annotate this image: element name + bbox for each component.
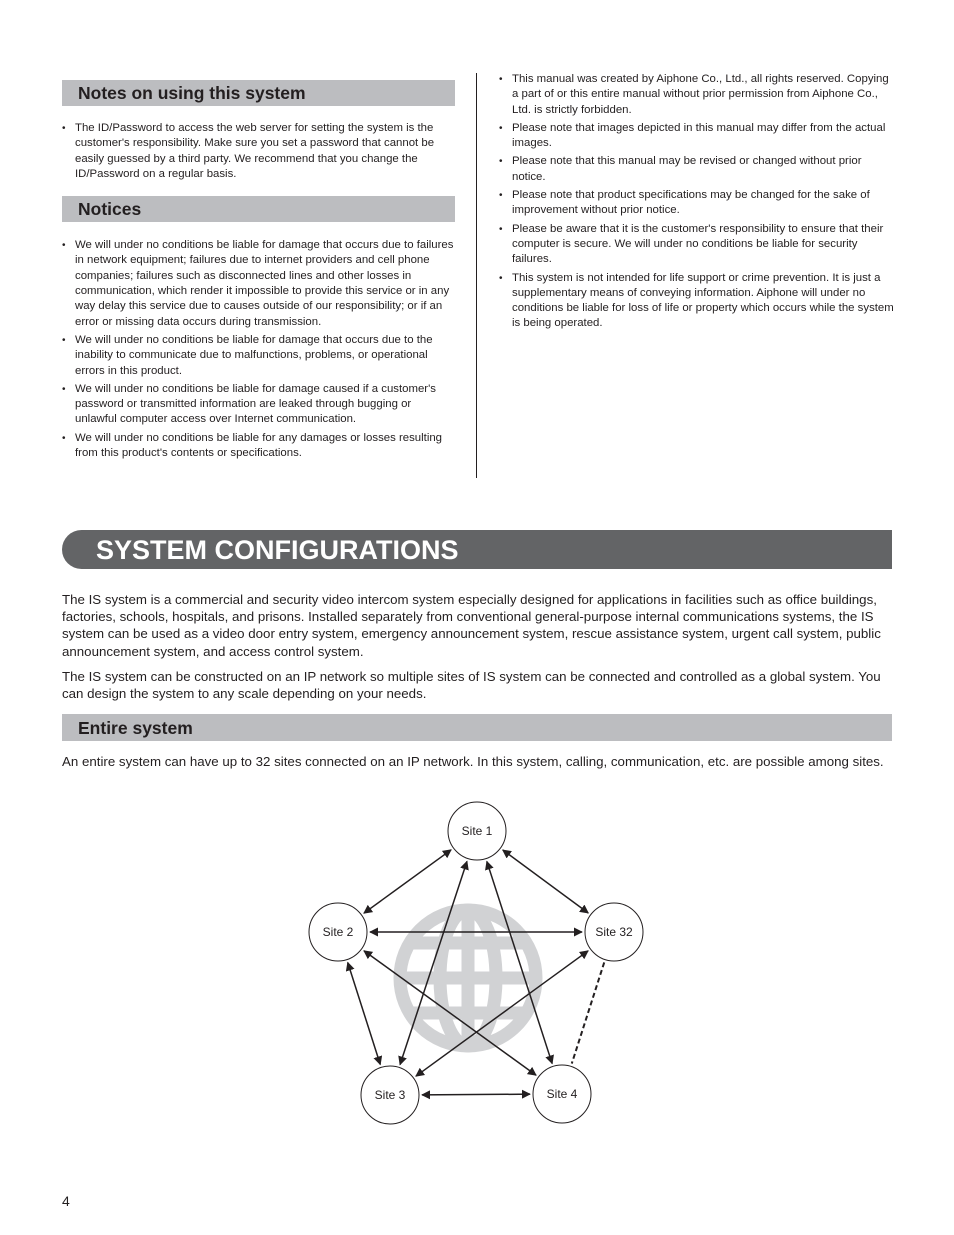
node-site2: [309, 903, 367, 961]
notices-heading: Notices: [62, 196, 455, 222]
disclaimer-item: • Please note that product specifications may be changed for the sake of improvement without prior notice.: [499, 188, 894, 219]
connection-site1-site2: [364, 850, 451, 913]
intro-paragraph-1: The IS system is a commercial and security video intercom system especially designed for applications in facilities such as office buildings, factories, schools, hospitals, and prisons. Installed separately from conventional general-purpose internal communications systems, the IS system can be used as a video door entry system, emergency announcement system, rescue assistance system, urgent call system, public announcement system, and access control system.: [62, 592, 881, 659]
intro-paragraph-2: The IS system can be constructed on an IP network so multiple sites of IS system can be connected and controlled as a global system. You can design the system to any scale depending on your needs.: [62, 669, 881, 702]
disclaimer-item: • Please be aware that it is the customer's responsibility to ensure that their computer is secure. We will under no conditions be liable for security failures.: [499, 222, 894, 268]
notices-item: • We will under no conditions be liable for any damages or losses resulting from this product's contents or specifications.: [62, 431, 455, 462]
disclaimer-item: • Please note that images depicted in this manual may differ from the actual images.: [499, 121, 894, 152]
notes-item: • The ID/Password to access the web server for setting the system is the customer's responsibility. Make sure you set a password that cannot be easily guessed by a third party. We recommend that you change the ID/Password on a regular basis.: [62, 121, 455, 182]
node-label: Site 4: [546, 1087, 578, 1101]
node-label: Site 1: [461, 824, 493, 838]
disclaimer-item: • Please note that this manual may be revised or changed without prior notice.: [499, 154, 894, 185]
node-site32: [585, 903, 643, 961]
node-label: Site 32: [595, 925, 633, 939]
notices-item: • We will under no conditions be liable for damage that occurs due to failures in network equipment; failures due to internet providers and cell phone companies; failures such as disconnected lines and other losses in communication, which render it impossible to provide this service or in any way delay this service due to causes outside of our responsibility; or if an error or missing data occurs during transmission.: [62, 238, 455, 330]
entire-system-text: An entire system can have up to 32 sites connected on an IP network. In this system, calling, communication, etc. are possible among sites.: [62, 754, 884, 769]
connection-site3-site4: [422, 1094, 530, 1095]
node-label: Site 2: [322, 925, 354, 939]
entire-system-heading: Entire system: [62, 714, 892, 741]
disclaimer-item: • This system is not intended for life support or crime prevention. It is just a supplementary means of conveying information. Aiphone will under no conditions be liable for loss of life or property which occurs while the system is being operated.: [499, 271, 894, 332]
node-site3: [361, 1066, 419, 1124]
disclaimer-item: • This manual was created by Aiphone Co., Ltd., all rights reserved. Copying a part of or this entire manual without prior permission from Aiphone Co., Ltd. is strictly forbidden.: [499, 72, 894, 118]
node-label: Site 3: [374, 1088, 406, 1102]
notes-heading: Notes on using this system: [62, 80, 455, 106]
connection-site32-site4: [572, 962, 604, 1063]
notices-item: • We will under no conditions be liable for damage caused if a customer's password or transmitted information are leaked through bugging or unlawful computer access over Internet communication.: [62, 382, 455, 428]
node-site1: [448, 802, 506, 860]
notices-item: • We will under no conditions be liable for damage that occurs due to the inability to communicate due to malfunctions, problems, or operational errors in this product.: [62, 333, 455, 379]
connection-site1-site32: [503, 850, 588, 913]
section-title: SYSTEM CONFIGURATIONS: [62, 530, 892, 569]
page-number: 4: [62, 1193, 70, 1209]
connection-site2-site3: [348, 962, 381, 1064]
node-site4: [533, 1065, 591, 1123]
